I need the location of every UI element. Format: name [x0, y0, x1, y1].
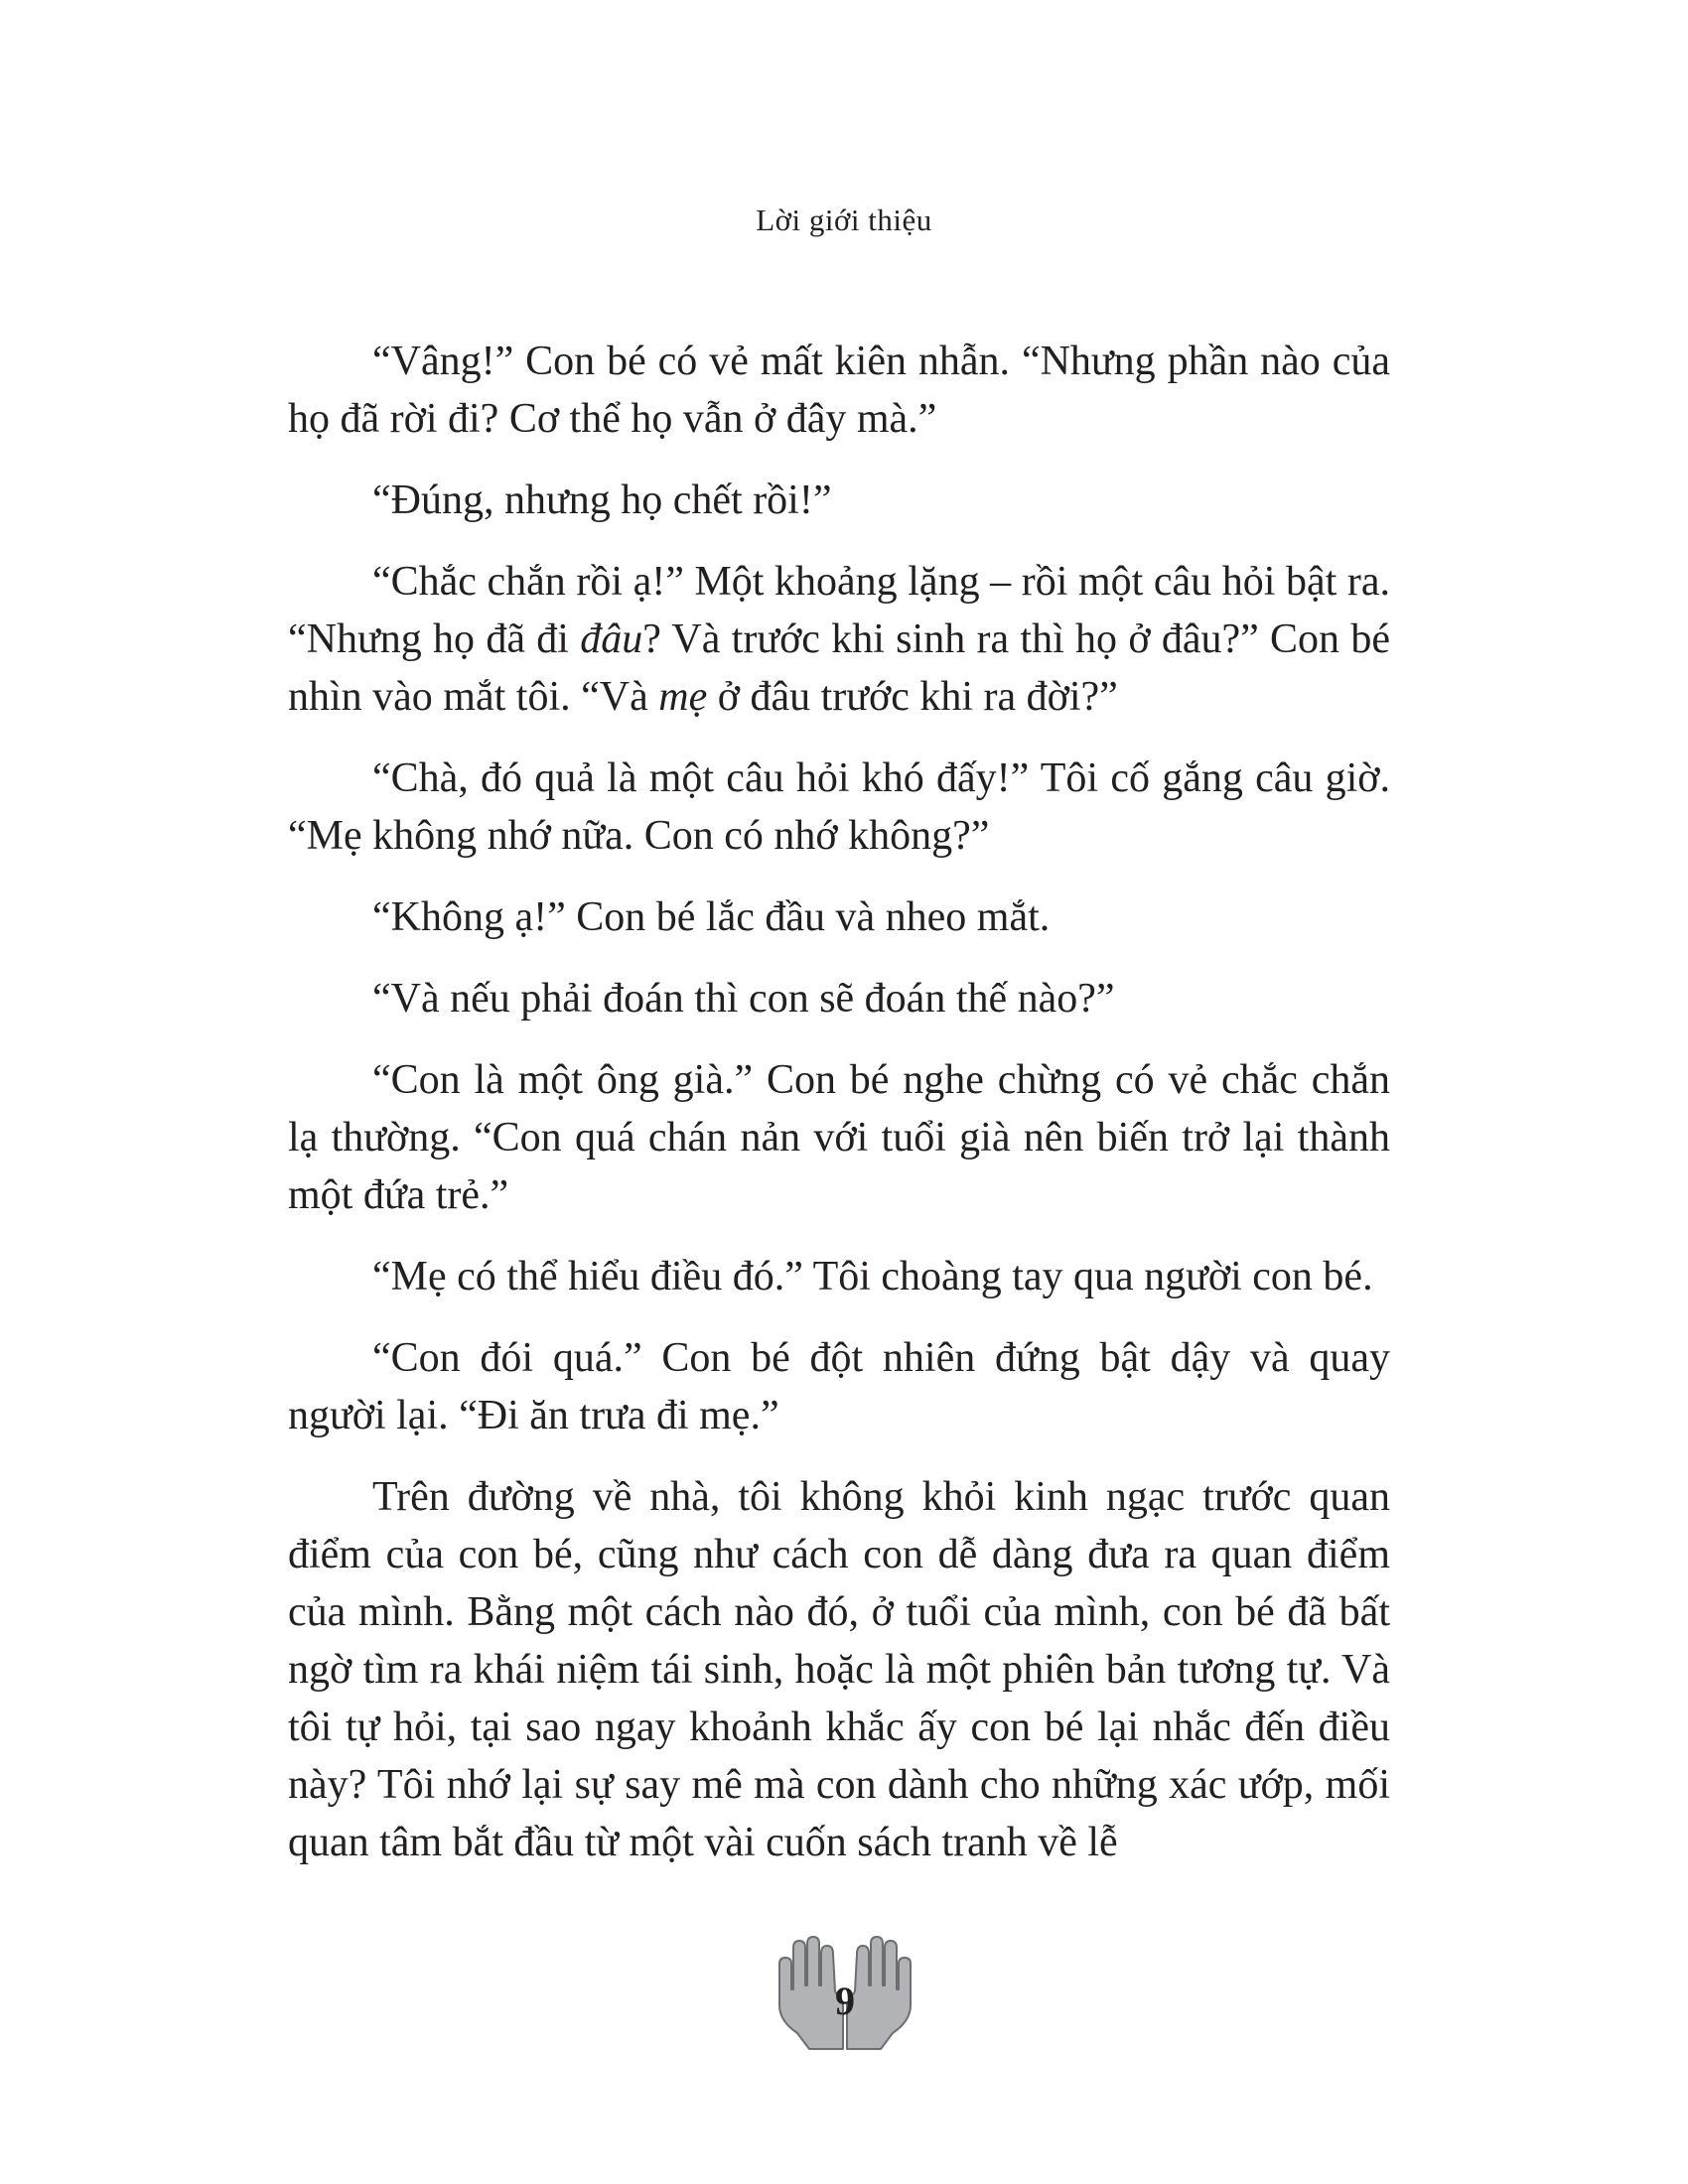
- paragraph: “Và nếu phải đoán thì con sẽ đoán thế nào?”: [372, 976, 1115, 1022]
- emphasis-text: mẹ: [658, 674, 708, 720]
- paragraph-text: “Chắc chắn rồi ạ!” Một khoảng lặng – rồi một câu hỏi bật ra. “Nhưng họ đã đi: [288, 559, 1390, 662]
- paragraph-text: ? Và trước khi sinh ra thì họ ở đâu?” Con bé nhìn vào mắt tôi. “Và: [288, 616, 1390, 720]
- paragraph: [288, 553, 1390, 726]
- paragraph-text: ở đâu trước khi ra đời?”: [707, 674, 1118, 720]
- paragraph: “Con là một ông già.” Con bé nghe chừng có vẻ chắc chắn lạ thường. “Con quá chán nản với tuổi già nên biến trở lại thành một đứa trẻ.”: [288, 1057, 1390, 1218]
- body-text: [288, 333, 1390, 1891]
- emphasis-text: đâu: [580, 616, 643, 662]
- paragraph: “Đúng, nhưng họ chết rồi!”: [372, 478, 832, 523]
- running-header: Lời giới thiệu: [756, 203, 932, 237]
- paragraph: “Mẹ có thể hiểu điều đó.” Tôi choàng tay qua người con bé.: [372, 1254, 1373, 1299]
- paragraph: “Vâng!” Con bé có vẻ mất kiên nhẫn. “Nhưng phần nào của họ đã rời đi? Cơ thể họ vẫn ở đây mà.”: [288, 339, 1390, 442]
- paragraph: “Con đói quá.” Con bé đột nhiên đứng bật dậy và quay người lại. “Đi ăn trưa đi mẹ.”: [288, 1335, 1390, 1438]
- paragraph: “Không ạ!” Con bé lắc đầu và nheo mắt.: [372, 894, 1051, 940]
- page-footer: [775, 1934, 914, 2051]
- page-number: 9: [835, 1979, 855, 2023]
- paragraph: “Chà, đó quả là một câu hỏi khó đấy!” Tôi cố gắng câu giờ. “Mẹ không nhớ nữa. Con có nhớ không?”: [288, 755, 1390, 859]
- paragraph: Trên đường về nhà, tôi không khỏi kinh ngạc trước quan điểm của con bé, cũng như cách con dễ dàng đưa ra quan điểm của mình. Bằng một cách nào đó, ở tuổi của mình, con bé đã bất ngờ tìm ra khái niệm tái sinh, hoặc là một phiên bản tương tự. Và tôi tự hỏi, tại sao ngay khoảnh khắc ấy con bé lại nhắc đến điều này? Tôi nhớ lại sự say mê mà con dành cho những xác ướp, mối quan tâm bắt đầu từ một vài cuốn sách tranh về lễ: [288, 1474, 1390, 1865]
